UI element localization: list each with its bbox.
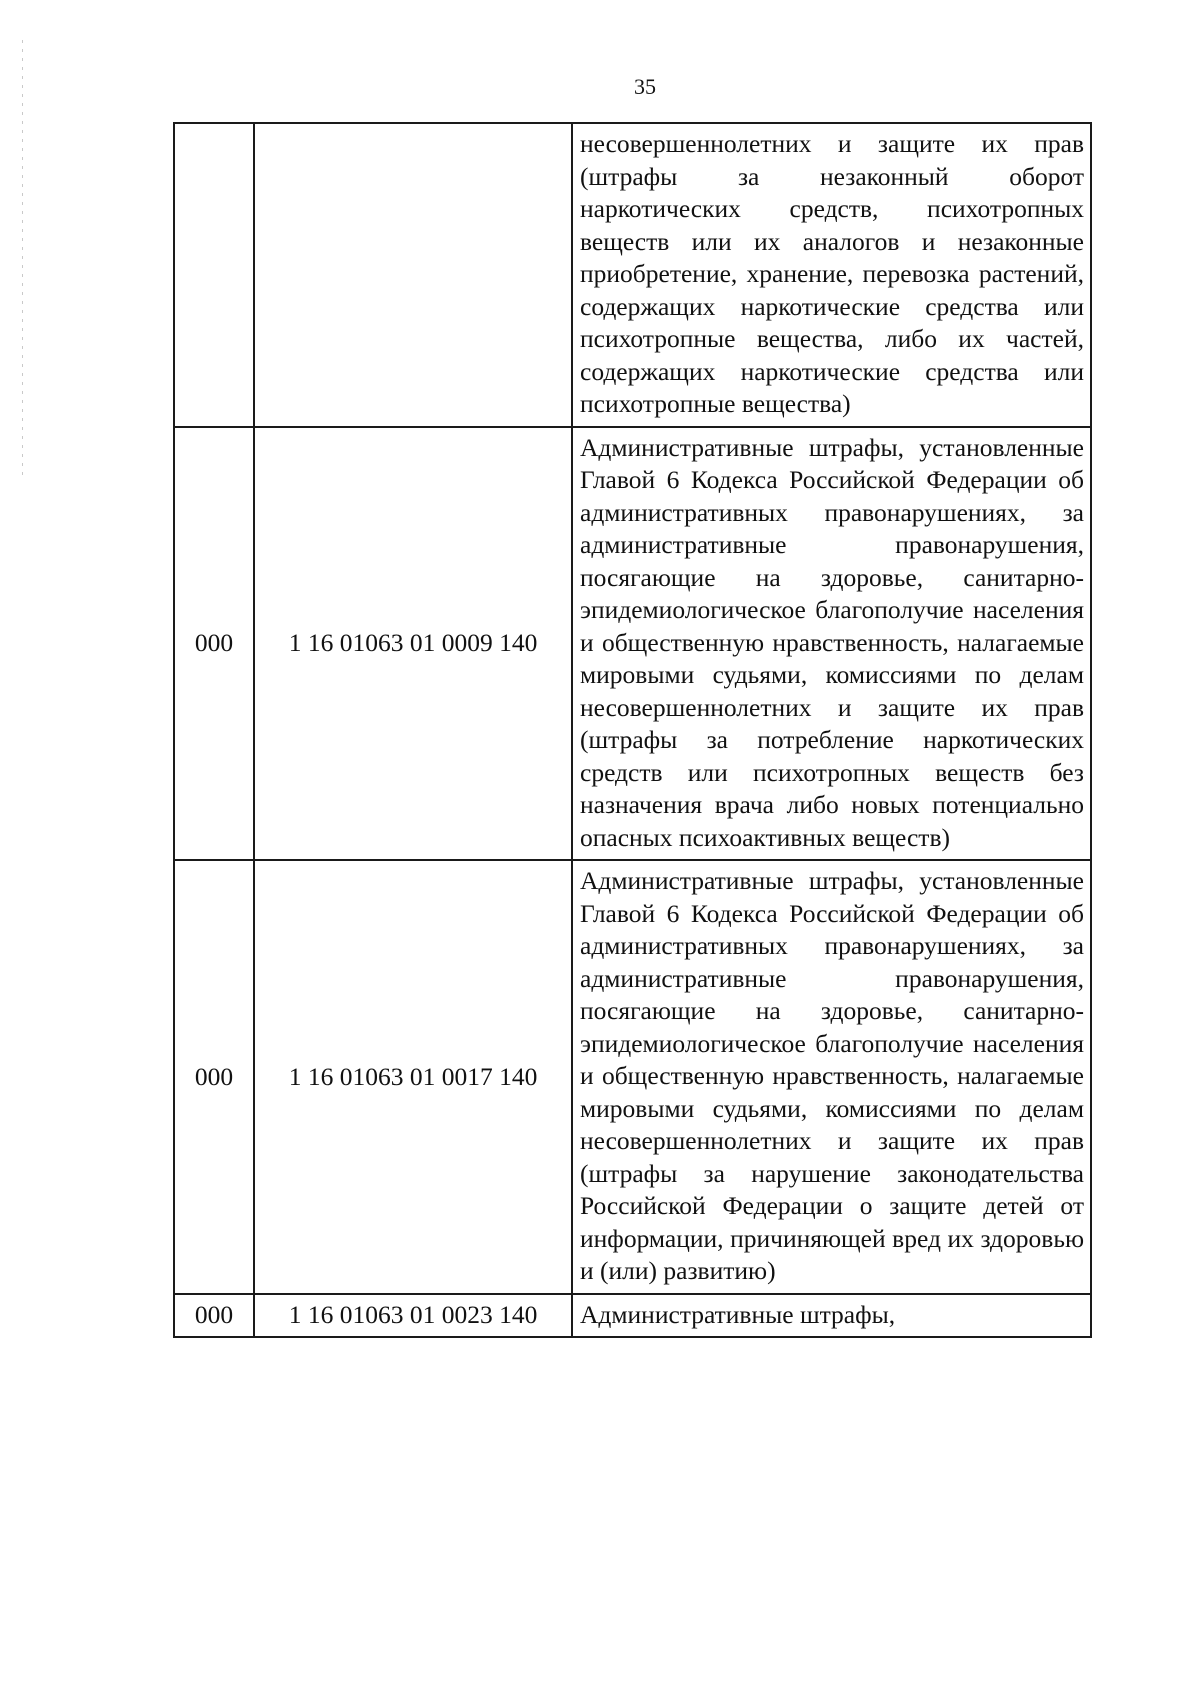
description-cell: Административные штрафы, установленные Главой 6 Кодекса Российской Федерации об административных правонарушениях, за административные правонарушения, посягающие на здоровье, санитарно-эпидемиологическое благополучие населения и общественную нравственность, налагаемые мировыми судьями, комиссиями по делам несовершеннолетних и защите их прав (штрафы за нарушение законодательства Российской Федерации о защите детей от информации, причиняющей вред их здоровью и (или) развитию) bbox=[572, 860, 1091, 1294]
kbk-code-cell: 1 16 01063 01 0009 140 bbox=[254, 427, 572, 861]
budget-code-table bbox=[173, 122, 1092, 1338]
admin-code-cell: 000 bbox=[174, 860, 254, 1294]
admin-code-cell: 000 bbox=[174, 427, 254, 861]
scan-edge-artifact bbox=[22, 40, 23, 480]
kbk-code-cell: 1 16 01063 01 0023 140 bbox=[254, 1294, 572, 1338]
description-cell: Административные штрафы, установленные Главой 6 Кодекса Российской Федерации об административных правонарушениях, за административные правонарушения, посягающие на здоровье, санитарно-эпидемиологическое благополучие населения и общественную нравственность, налагаемые мировыми судьями, комиссиями по делам несовершеннолетних и защите их прав (штрафы за потребление наркотических средств или психотропных веществ без назначения врача либо новых потенциально опасных психоактивных веществ) bbox=[572, 427, 1091, 861]
admin-code-cell bbox=[174, 123, 254, 427]
table-row bbox=[174, 860, 1091, 1294]
description-cell: Административные штрафы, bbox=[572, 1294, 1091, 1338]
page-number: 35 bbox=[634, 74, 656, 99]
table-row bbox=[174, 427, 1091, 861]
kbk-code-cell: 1 16 01063 01 0017 140 bbox=[254, 860, 572, 1294]
admin-code-cell: 000 bbox=[174, 1294, 254, 1338]
kbk-code-cell bbox=[254, 123, 572, 427]
table-row bbox=[174, 1294, 1091, 1338]
table-row bbox=[174, 123, 1091, 427]
description-cell: несовершеннолетних и защите их прав (штрафы за незаконный оборот наркотических средств, психотропных веществ или их аналогов и незаконные приобретение, хранение, перевозка растений, содержащих наркотические средства или психотропные вещества, либо их частей, содержащих наркотические средства или психотропные вещества) bbox=[572, 123, 1091, 427]
